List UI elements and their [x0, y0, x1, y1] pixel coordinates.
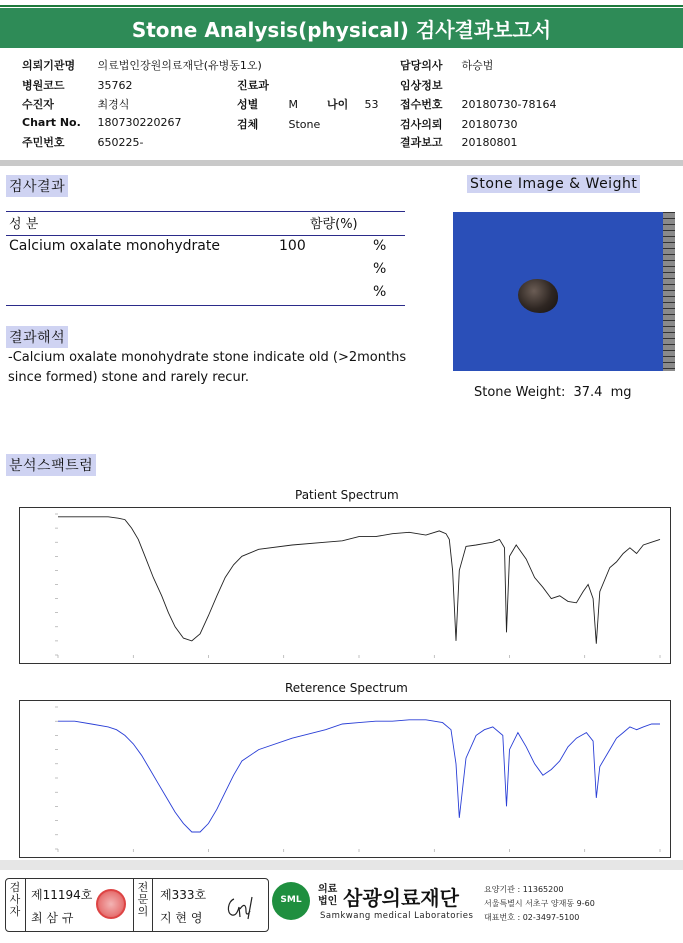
doctor-label: 담당의사 [400, 59, 443, 72]
page-title: Stone Analysis(physical) 검사결과보고서 [131, 17, 552, 42]
clinical-info-row [400, 77, 458, 93]
specimen-label: 검체 [237, 118, 259, 131]
signature-scribble [224, 891, 264, 921]
ruler-scale [663, 212, 675, 371]
receipt-no-value: 20180730-78164 [461, 98, 557, 111]
reference-spectrum-title: Reterence Spectrum [285, 681, 408, 695]
institution-label: 의뢰기관명 [22, 59, 76, 72]
report-date-label: 결과보고 [400, 136, 443, 149]
seal-stamp [96, 889, 126, 919]
section-divider [0, 160, 683, 166]
title-bar [0, 8, 683, 48]
sml-logo-icon [272, 882, 310, 920]
clinical-info-label: 임상정보 [400, 79, 443, 92]
stone-weight-label: Stone Weight: [474, 385, 566, 400]
org-type-label: 의료 법인 [318, 884, 338, 907]
contact-address: 서울특별시 서초구 양재동 9-60 [484, 899, 595, 908]
tester-label: 검사자 [9, 881, 21, 918]
chart-no-label: Chart No. [22, 116, 81, 129]
sml-logo-text: SML [280, 895, 302, 905]
reference-spectrum-svg [20, 701, 670, 857]
institution-value: 의료법인장원의료재단(유병동1오) [97, 59, 262, 72]
hospital-code-label: 병원코드 [22, 79, 65, 92]
interpretation-heading: 결과해석 [6, 326, 68, 348]
sex-label: 성별 [237, 98, 259, 111]
specialist-license: 제333호 [160, 888, 207, 902]
reference-spectrum-chart [19, 700, 671, 858]
spectrum-line [58, 517, 660, 644]
footer-shade [0, 860, 683, 870]
table-bottom-rule [6, 305, 405, 306]
stone-image-heading: Stone Image & Weight [467, 175, 640, 193]
receipt-no-row [400, 96, 556, 112]
result-row-3-unit: % [373, 284, 387, 300]
spectrum-line [58, 720, 660, 832]
amount-column-header: 함량(%) [310, 217, 358, 232]
report-date-row [400, 134, 518, 150]
specialist-label: 전문의 [137, 881, 149, 918]
signature-box [5, 878, 269, 932]
receipt-no-label: 접수번호 [400, 98, 443, 111]
patient-spectrum-chart [19, 507, 671, 664]
age-label: 나이 [327, 98, 349, 111]
org-name: 삼광의료재단 [343, 886, 459, 910]
request-date-row [400, 116, 518, 132]
specimen-row [237, 116, 320, 132]
result-row-1-unit: % [373, 238, 387, 254]
sex-value: M [288, 98, 298, 111]
department-row [237, 77, 285, 93]
specimen-value: Stone [288, 118, 321, 131]
resident-no-label: 주민번호 [22, 136, 65, 149]
header-top-line [0, 5, 683, 7]
tester-name: 최 삼 규 [31, 911, 74, 925]
patient-row [22, 96, 129, 112]
table-header-rule [6, 235, 405, 236]
age-row [327, 96, 379, 112]
org-english-name: Samkwang medical Laboratories [320, 911, 474, 921]
component-column-header: 성 분 [9, 217, 39, 232]
chart-no-row [22, 116, 181, 129]
sex-row [237, 96, 298, 112]
results-heading: 검사결과 [6, 175, 68, 197]
patient-spectrum-title: Patient Spectrum [295, 488, 399, 502]
chart-no-value: 180730220267 [97, 116, 182, 129]
stone-weight [474, 385, 632, 400]
patient-spectrum-svg [20, 508, 670, 663]
table-top-rule [6, 211, 405, 212]
interpretation-text: -Calcium oxalate monohydrate stone indicate old (>2months since formed) stone and rarely recur. [8, 350, 407, 385]
contact-phone: 대표번호 : 02-3497-5100 [484, 913, 580, 922]
result-row-1-amount: 100 [279, 238, 306, 254]
doctor-value: 하승범 [461, 59, 494, 72]
result-row-2-unit: % [373, 261, 387, 277]
contact-code: 요양기관 : 11365200 [484, 885, 564, 894]
stone-weight-value: 37.4 [573, 385, 603, 400]
resident-no-row [22, 134, 143, 150]
sign-divider-1 [25, 879, 26, 931]
hospital-code-row [22, 77, 133, 93]
patient-value: 최경식 [97, 98, 130, 111]
institution-row [22, 57, 262, 73]
report-date-value: 20180801 [461, 136, 518, 149]
stone-image [518, 279, 558, 313]
resident-no-value: 650225- [97, 136, 144, 149]
age-value: 53 [364, 98, 379, 111]
request-date-label: 검사의뢰 [400, 118, 443, 131]
sign-divider-3 [152, 879, 153, 931]
stone-photo [453, 212, 675, 371]
request-date-value: 20180730 [461, 118, 518, 131]
result-row-1-component: Calcium oxalate monohydrate [9, 238, 220, 254]
tester-license: 제11194호 [31, 888, 93, 902]
doctor-row [400, 57, 493, 73]
specialist-name: 지 현 영 [160, 911, 203, 925]
patient-label: 수진자 [22, 98, 54, 111]
department-label: 진료과 [237, 79, 269, 92]
stone-weight-unit: mg [610, 385, 632, 400]
hospital-code-value: 35762 [97, 79, 133, 92]
spectrum-heading: 분석스팩트럼 [6, 454, 96, 476]
